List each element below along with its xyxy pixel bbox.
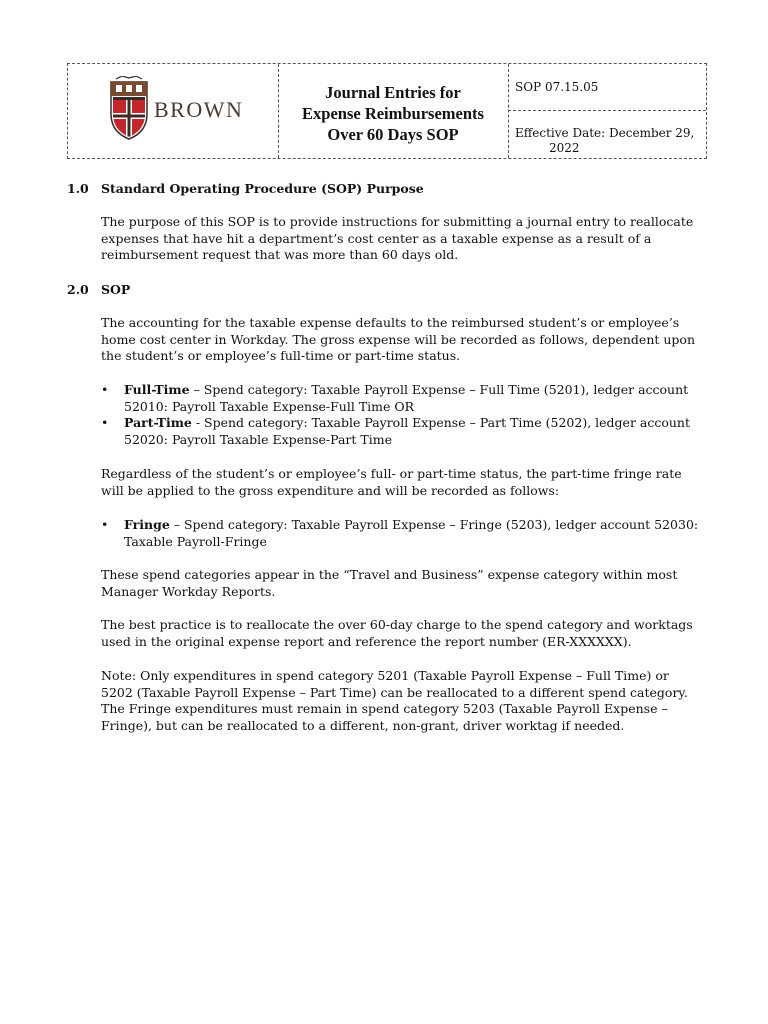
header-table — [67, 63, 707, 159]
section-title: Standard Operating Procedure (SOP) Purpose — [101, 181, 424, 196]
effective-date-line: Effective Date: December 29, — [515, 126, 695, 140]
header-divider — [508, 110, 706, 111]
title-line: Over 60 Days SOP — [327, 125, 459, 144]
header-divider — [508, 64, 509, 158]
title-line: Expense Reimbursements — [302, 104, 484, 123]
effective-date — [515, 126, 695, 156]
spend-categories-paragraph: These spend categories appear in the “Travel and Business” expense category within most Manager Workday Reports. — [101, 567, 678, 599]
section-1-heading — [67, 181, 424, 196]
bullet-label: Fringe — [124, 517, 170, 532]
title-line: Journal Entries for — [325, 83, 461, 102]
section-number: 2.0 — [67, 282, 89, 297]
regardless-paragraph: Regardless of the student’s or employee’s full- or part-time status, the part-time fringe rate will be applied to the gross expenditure and will be recorded as follows: — [101, 466, 682, 498]
sop-intro-paragraph: The accounting for the taxable expense defaults to the reimbursed student’s or employee’s home cost center in Workday. The gross expense will be recorded as follows, dependent upon the student’s or employee’s full-time or part-time status. — [101, 315, 695, 363]
bullet-dot: • — [101, 517, 109, 532]
bullet-text: - Spend category: Taxable Payroll Expense – Part Time (5202), ledger account 52020: Payroll Taxable Expense-Part Time — [124, 415, 691, 447]
bullet-label: Part-Time — [124, 415, 192, 430]
section-2-heading — [67, 282, 130, 297]
bullet-full-time — [101, 382, 701, 415]
bullet-part-time — [101, 415, 701, 448]
section-1-paragraph: The purpose of this SOP is to provide instructions for submitting a journal entry to reallocate expenses that have hit a department’s cost center as a taxable expense as a result of a reimbursement request that was more than 60 days old. — [101, 214, 694, 262]
section-number: 1.0 — [67, 181, 89, 196]
note-paragraph: Note: Only expenditures in spend category 5201 (Taxable Payroll Expense – Full Time) or 5202 (Taxable Payroll Expense – Part Time) can be reallocated to a different spend category. The Fringe expenditures must remain in spend category 5203 (Taxable Payroll Expense – Fringe), but can be reallocated to a different, non-grant, driver worktag if needed. — [101, 668, 688, 733]
best-practice-paragraph: The best practice is to reallocate the over 60-day charge to the spend category and worktags used in the original expense report and reference the report number (ER-XXXXXX). — [101, 617, 693, 649]
document-title — [280, 82, 506, 145]
sop-number: SOP 07.15.05 — [515, 80, 599, 94]
logo-wordmark: BROWN — [154, 97, 244, 122]
effective-date-year: 2022 — [549, 141, 580, 155]
section-title: SOP — [101, 282, 131, 297]
bullet-text: – Spend category: Taxable Payroll Expense – Fringe (5203), ledger account 52030: Taxable Payroll-Fringe — [124, 517, 699, 549]
bullet-fringe — [101, 517, 701, 550]
header-divider — [278, 64, 279, 158]
bullet-dot: • — [101, 415, 109, 430]
bullet-text: – Spend category: Taxable Payroll Expense – Full Time (5201), ledger account 52010: Payroll Taxable Expense-Full Time OR — [124, 382, 689, 414]
bullet-label: Full-Time — [124, 382, 190, 397]
bullet-dot: • — [101, 382, 109, 397]
